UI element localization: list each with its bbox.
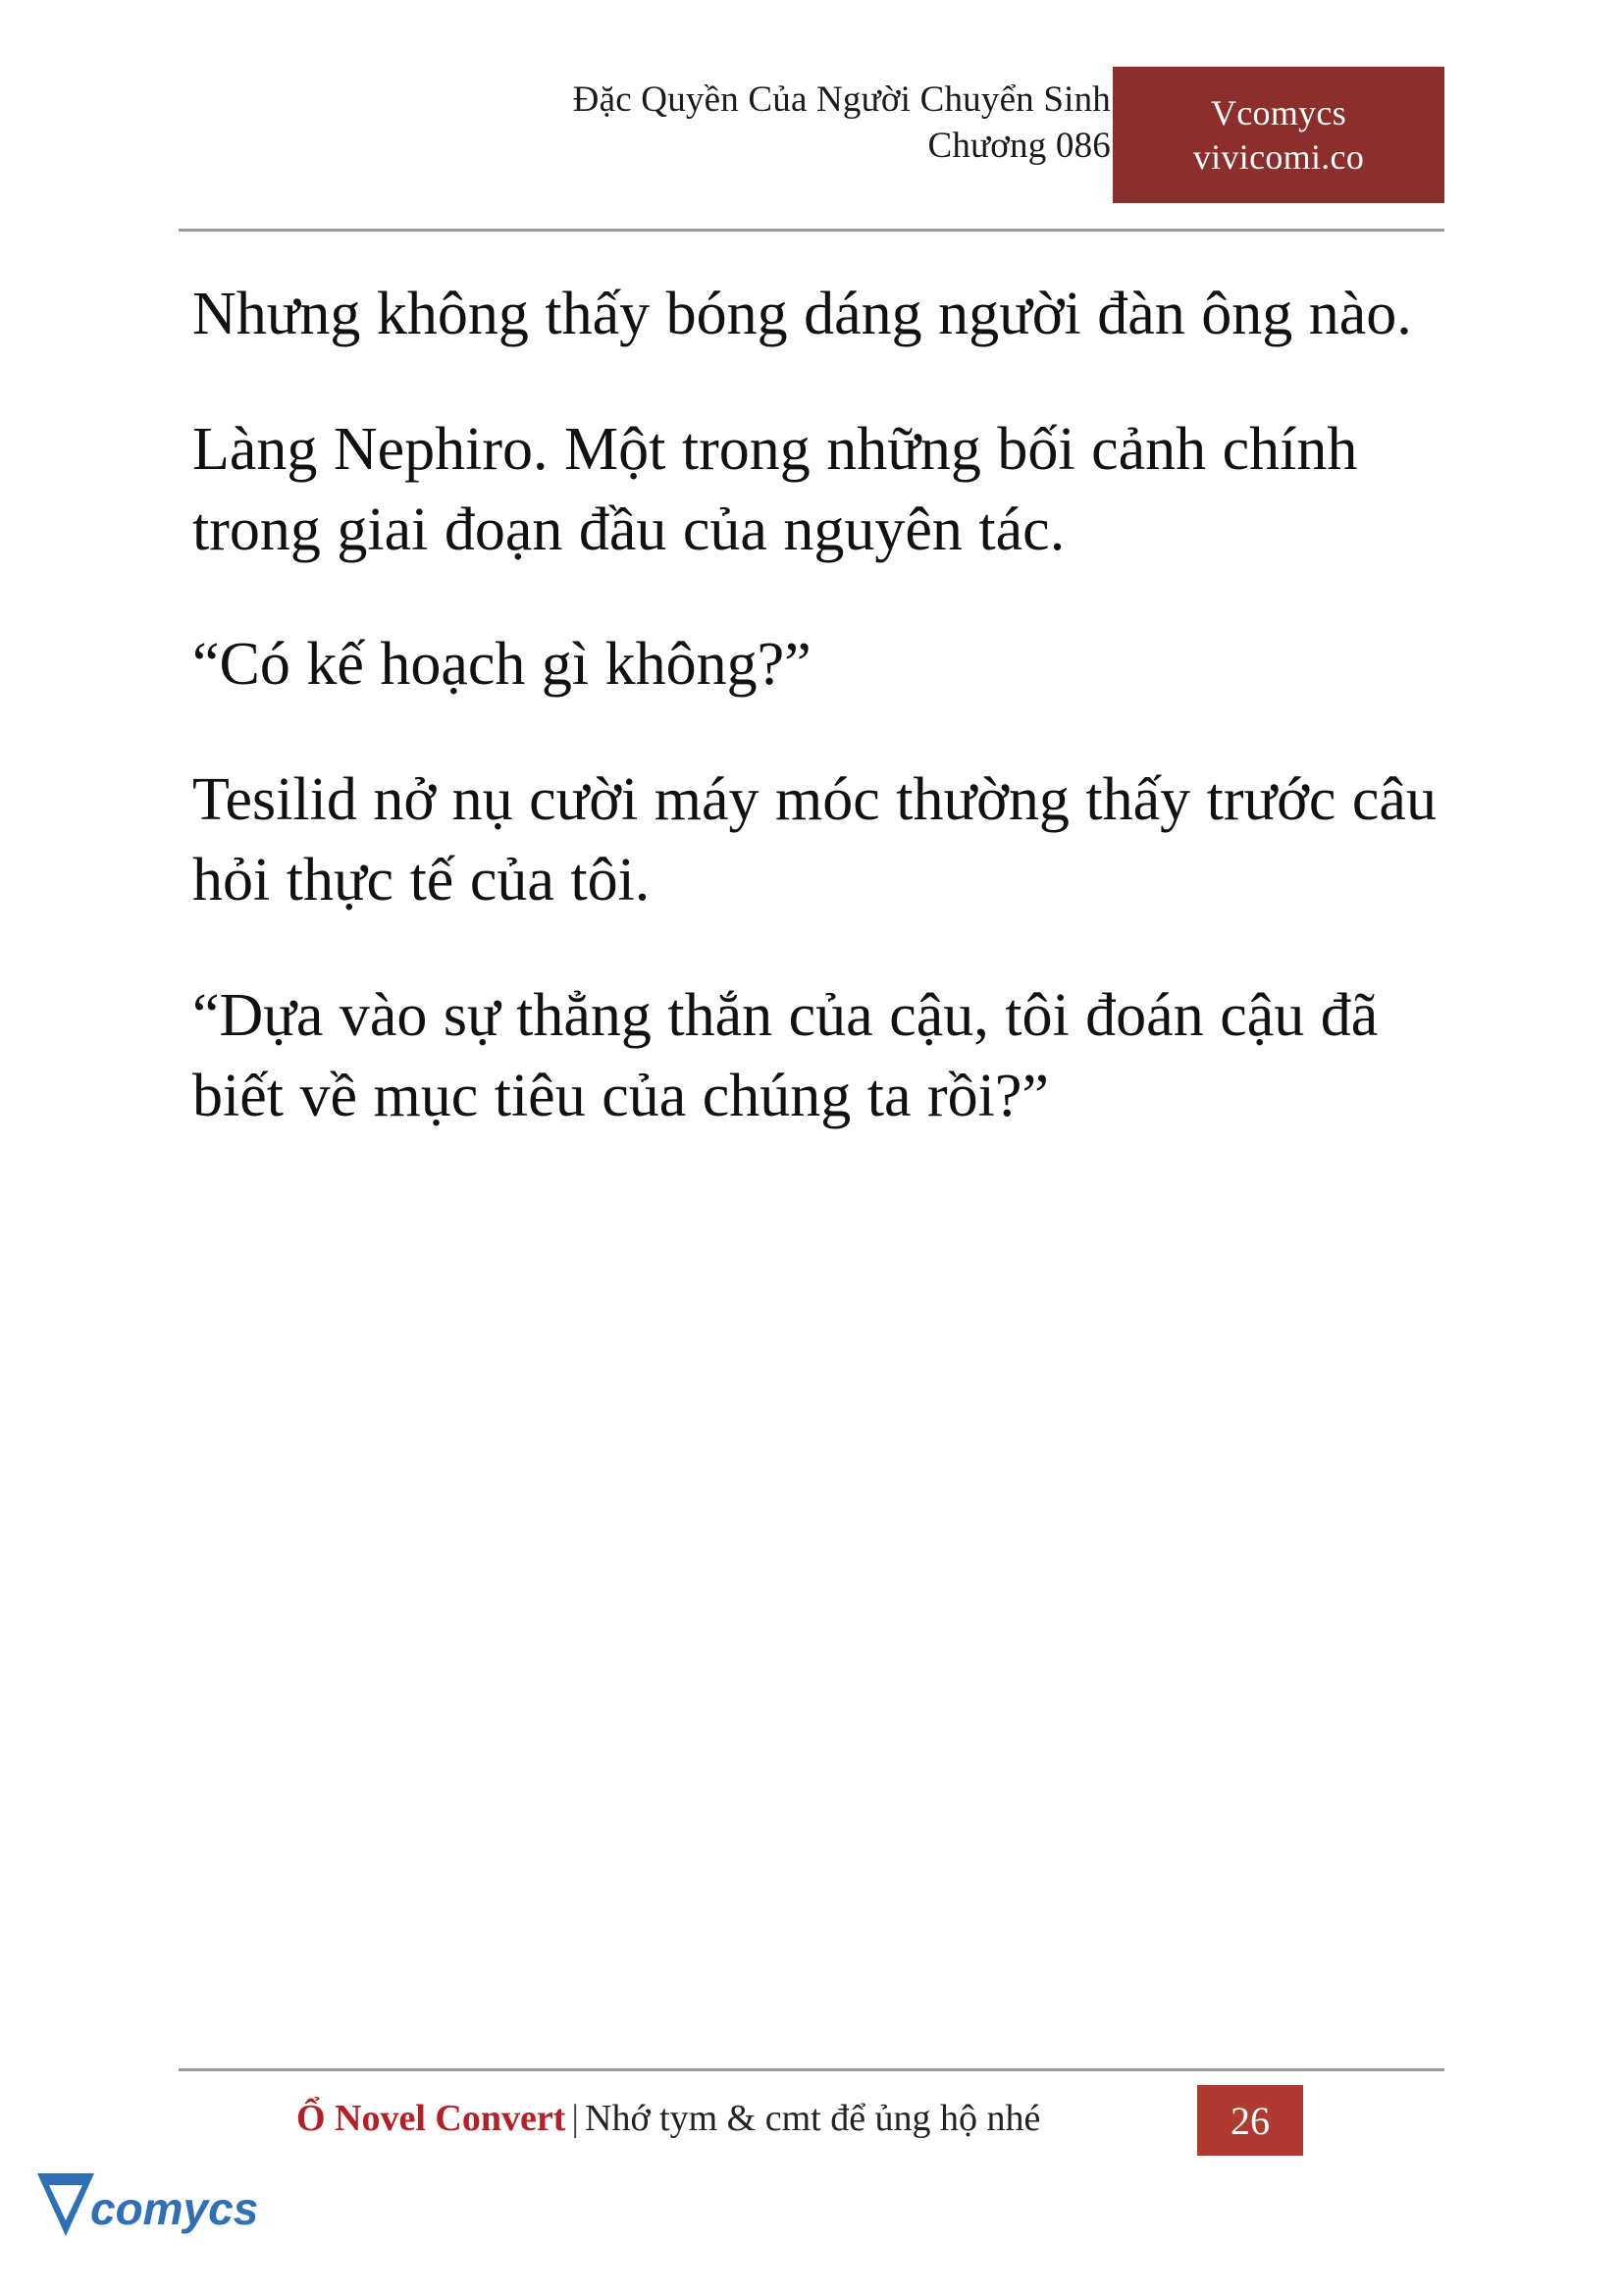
paragraph: Nhưng không thấy bóng dáng người đàn ông nào. (192, 281, 1412, 347)
page-content (192, 275, 1439, 1192)
footer-divider (179, 2068, 1444, 2071)
paragraph: Làng Nephiro. Một trong những bối cảnh chính trong giai đoạn đầu của nguyên tác. (192, 415, 1358, 563)
page-header (179, 77, 1444, 229)
page-footer (179, 2085, 1444, 2156)
site-badge (1113, 67, 1444, 203)
footer-separator: | (571, 2098, 579, 2139)
footer-credit (296, 2097, 1040, 2140)
vcomycs-watermark-logo (33, 2164, 288, 2252)
header-divider (179, 229, 1444, 232)
header-title-block (573, 77, 1111, 170)
paragraph: “Dựa vào sự thẳng thắn của cậu, tôi đoán cậu đã biết về mục tiêu của chúng ta rồi?” (192, 981, 1379, 1129)
site-badge-name: Vcomycs (1210, 92, 1347, 132)
footer-brand: Ổ Novel Convert (296, 2098, 566, 2139)
chapter-label: Chương 086 (927, 126, 1111, 167)
paragraph: “Có kế hoạch gì không?” (192, 631, 812, 699)
document-title: Đặc Quyền Của Người Chuyển Sinh (572, 79, 1111, 120)
svg-text:comycs: comycs (90, 2183, 259, 2234)
page-number-badge: 26 (1197, 2085, 1303, 2156)
site-badge-url: vivicomi.co (1192, 136, 1365, 177)
footer-note: Nhớ tym & cmt để ủng hộ nhé (585, 2098, 1041, 2139)
paragraph: Tesilid nở nụ cười máy móc thường thấy trước câu hỏi thực tế của tôi. (192, 766, 1437, 914)
